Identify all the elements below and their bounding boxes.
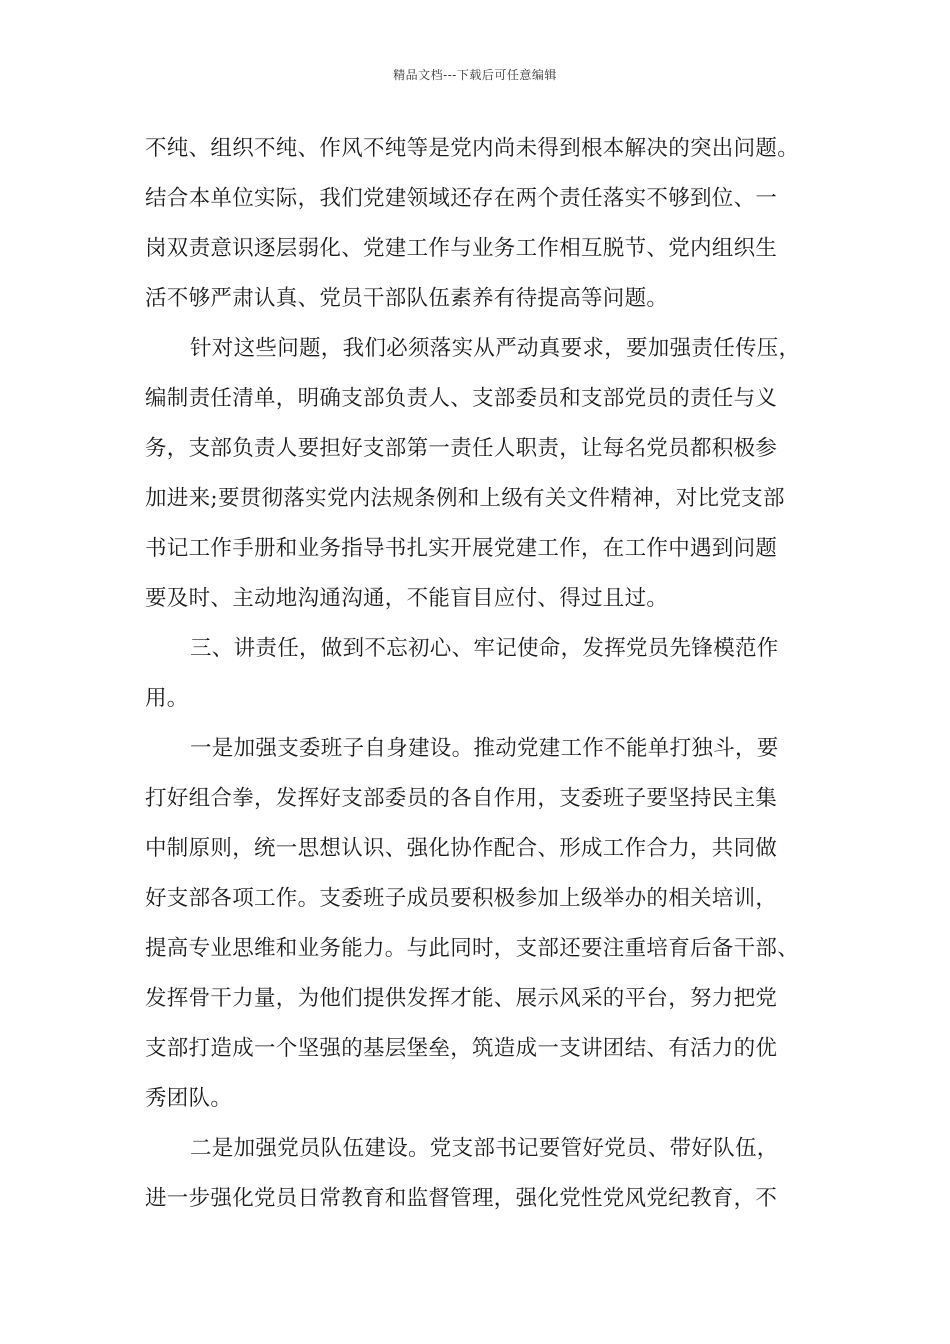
text-line: 编制责任清单，明确支部负责人、支部委员和支部党员的责任与义	[145, 386, 778, 411]
text-line: 一是加强支委班子自身建设。推动党建工作不能单打独斗，要	[190, 736, 779, 761]
text-line: 要及时、主动地沟通沟通，不能盲目应付、得过且过。	[145, 586, 669, 611]
body-text	[145, 124, 825, 1224]
text-line: 用。	[145, 686, 189, 711]
text-line: 提高专业思维和业务能力。与此同时，支部还要注重培育后备干部、	[145, 936, 800, 961]
text-line: 进一步强化党员日常教育和监督管理，强化党性党风党纪教育，不	[145, 1186, 778, 1211]
text-line: 秀团队。	[145, 1086, 233, 1111]
page-header: 精品文档---下载后可任意编辑	[393, 68, 557, 82]
text-line: 不纯、组织不纯、作风不纯等是党内尚未得到根本解决的突出问题。	[145, 136, 800, 161]
text-line: 支部打造成一个坚强的基层堡垒，筑造成一支讲团结、有活力的优	[145, 1036, 778, 1061]
text-line: 活不够严肃认真、党员干部队伍素养有待提高等问题。	[145, 286, 669, 311]
text-line: 打好组合拳，发挥好支部委员的各自作用，支委班子要坚持民主集	[145, 786, 778, 811]
text-line: 二是加强党员队伍建设。党支部书记要管好党员、带好队伍，	[190, 1136, 779, 1161]
text-line: 针对这些问题，我们必须落实从严动真要求，要加强责任传压，	[190, 336, 801, 361]
text-line: 加进来;要贯彻落实党内法规条例和上级有关文件精神，对比党支部	[145, 486, 785, 511]
text-line: 结合本单位实际，我们党建领域还存在两个责任落实不够到位、一	[145, 186, 778, 211]
text-line: 三、讲责任，做到不忘初心、牢记使命，发挥党员先锋模范作	[190, 636, 779, 661]
text-line: 中制原则，统一思想认识、强化协作配合、形成工作合力，共同做	[145, 836, 778, 861]
text-line: 好支部各项工作。支委班子成员要积极参加上级举办的相关培训，	[145, 886, 778, 911]
text-line: 岗双责意识逐层弱化、党建工作与业务工作相互脱节、党内组织生	[145, 236, 778, 261]
text-line: 务，支部负责人要担好支部第一责任人职责，让每名党员都积极参	[145, 436, 778, 461]
text-line: 发挥骨干力量，为他们提供发挥才能、展示风采的平台，努力把党	[145, 986, 778, 1011]
text-line: 书记工作手册和业务指导书扎实开展党建工作，在工作中遇到问题	[145, 536, 778, 561]
